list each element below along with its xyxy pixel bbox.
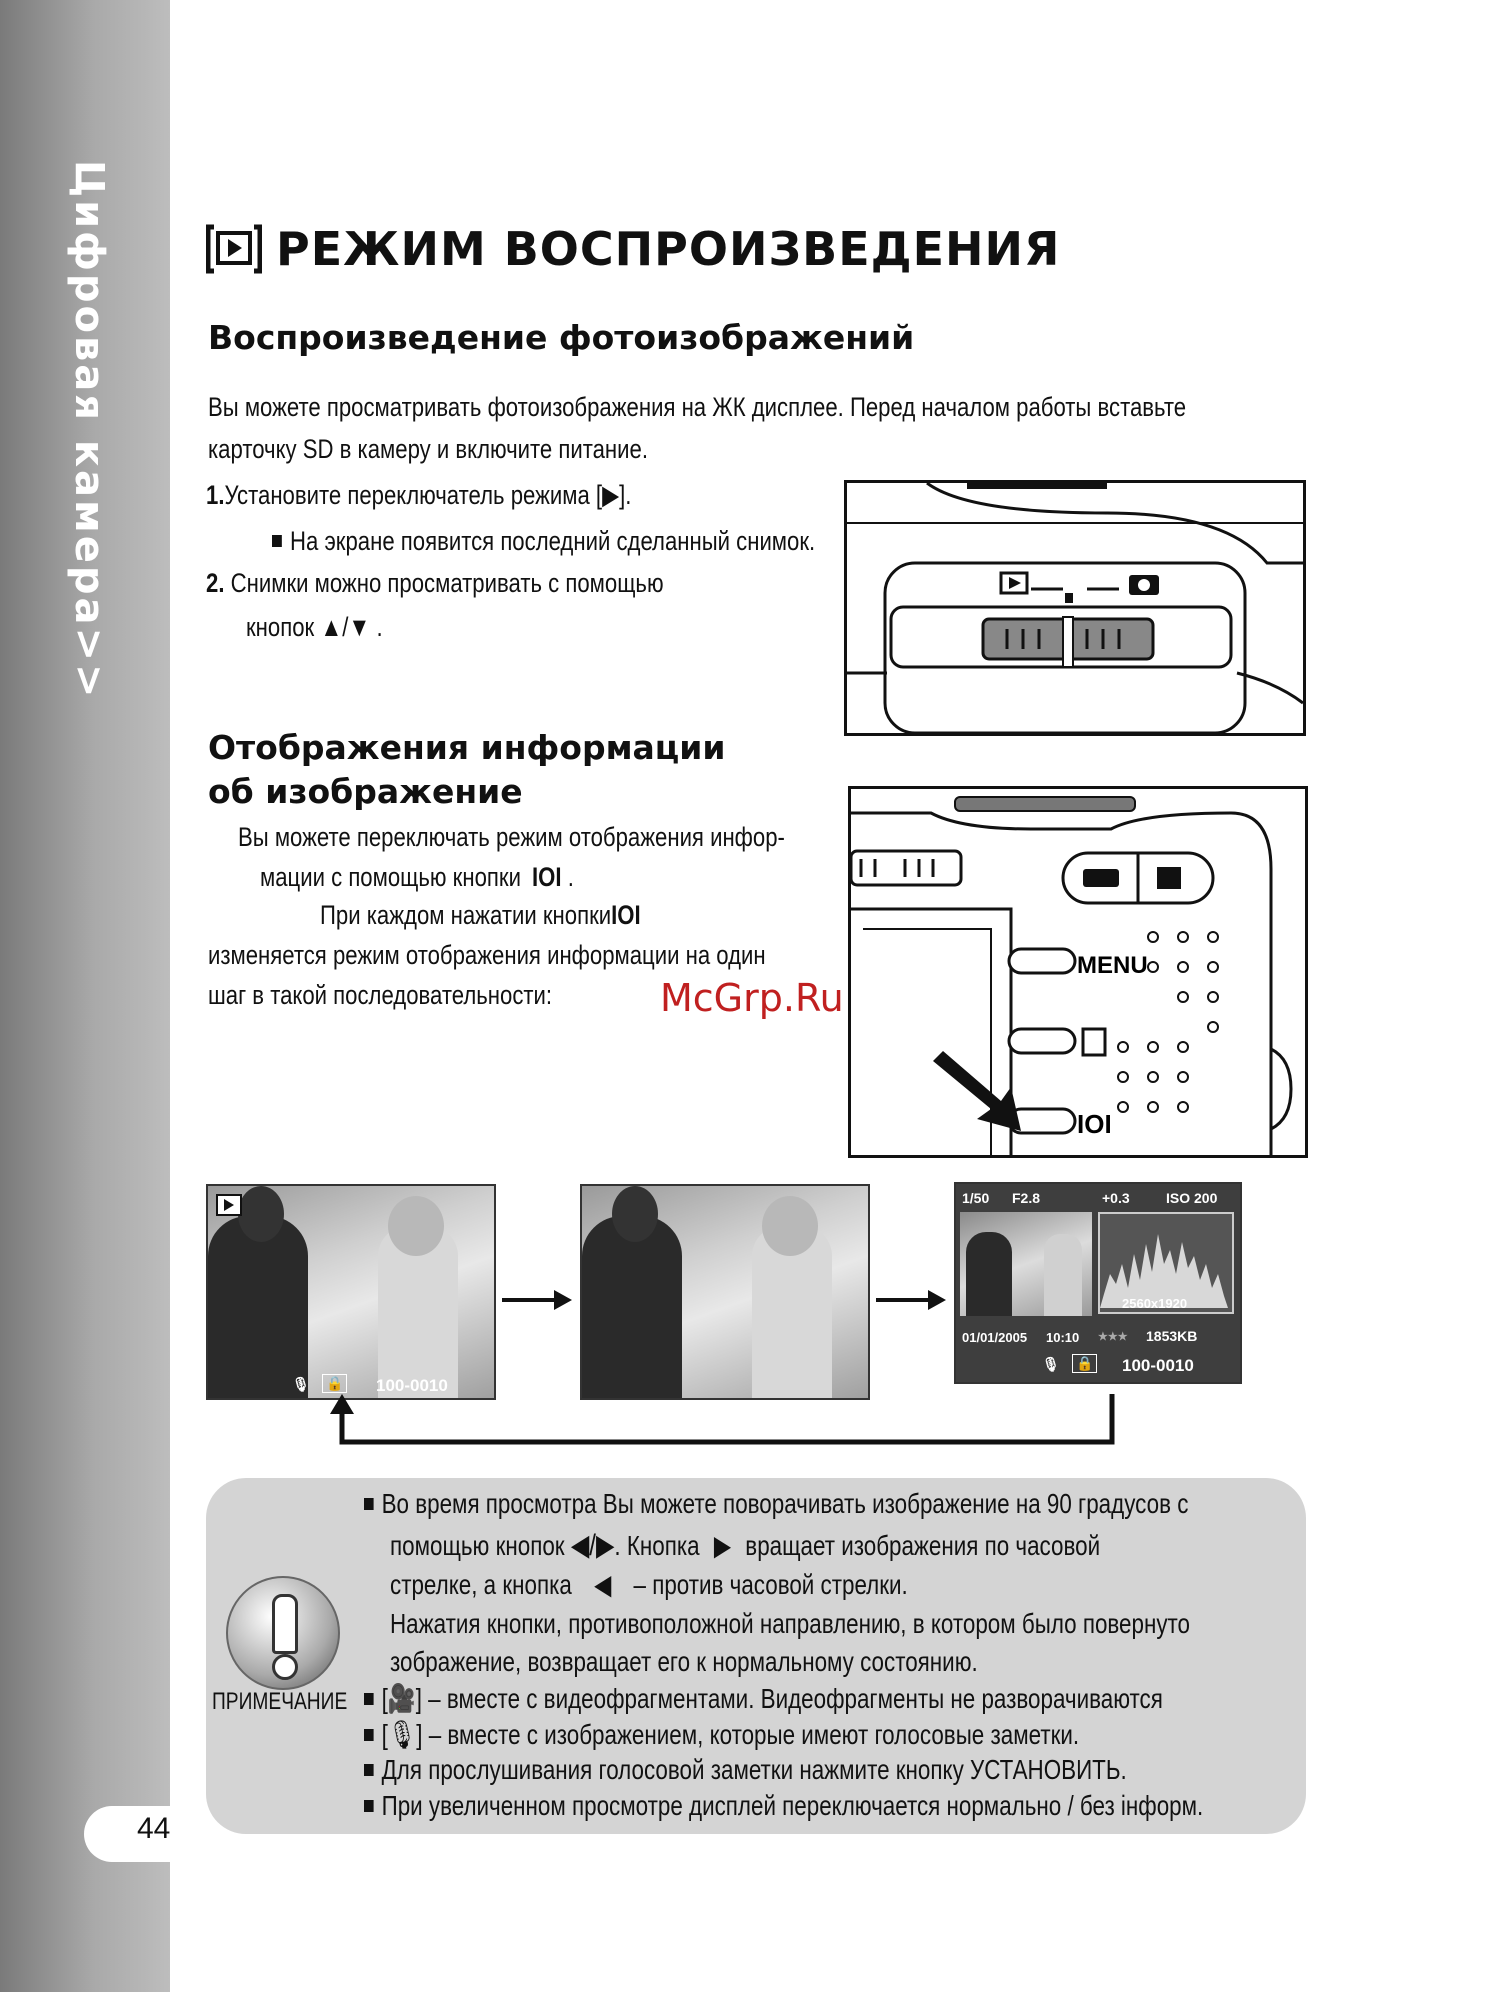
arrow-right-2 [876, 1288, 946, 1317]
camera-back-illustration [848, 786, 1308, 1158]
section1-heading: Воспроизведение фотоизображений [208, 318, 915, 357]
note-b1-line3: стрелке, а кнопка ◀ – против часовой стрелки. [390, 1569, 908, 1600]
note-b1-line5: зображение, возвращает его к нормальному состоянию. [390, 1646, 978, 1677]
note-b2: [🎥] – вместе с видеофрагментами. Видеофрагменты не разворачиваются [364, 1682, 1163, 1715]
sidebar-title: Цифровая камера>> [66, 160, 112, 701]
s2-line4: изменяется режим отображения информации на один [208, 940, 766, 970]
thumbnail [960, 1212, 1092, 1316]
voice-icon: 🎙 [1042, 1356, 1060, 1372]
time: 10:10 [1046, 1330, 1080, 1345]
arrow-right-1 [502, 1288, 572, 1317]
lock-icon: 🔒 [322, 1374, 347, 1393]
file-number: 100-0010 [376, 1376, 448, 1395]
step2-line2: кнопок ▲/▼ . [246, 612, 383, 642]
left-right-arrows-icon: ◀/▶ [570, 1529, 615, 1562]
info-button-icon: IOI [611, 900, 641, 930]
iso: ISO 200 [1166, 1190, 1218, 1206]
screen-normal [206, 1184, 496, 1400]
svg-text:IOI: IOI [1077, 1109, 1112, 1139]
note-b4: Для прослушивания голосовой заметки нажмите кнопку УСТАНОВИТЬ. [364, 1754, 1127, 1786]
info-button-icon: IOI [532, 862, 562, 892]
note-b5: При увеличенном просмотре дисплей переключается нормально / без інформ. [364, 1790, 1203, 1822]
section2-heading-line2: об изображение [208, 772, 523, 811]
resolution: 2560x1920 [1122, 1296, 1188, 1311]
note-b1-line1: Во время просмотра Вы можете поворачивать изображение на 90 градусов с [364, 1488, 1188, 1520]
voice-memo-icon: [🎙] [381, 1719, 423, 1750]
step1-sub: На экране появится последний сделанный снимок. [272, 526, 815, 557]
note-box [206, 1478, 1306, 1834]
s2-line1: Вы можете переключать режим отображения инфор- [238, 822, 785, 852]
left-arrow-icon: ◀ [594, 1569, 612, 1600]
right-arrow-icon: ▶ [713, 1530, 732, 1561]
mode-switch-illustration [844, 480, 1306, 736]
page-title: РЕЖИМ ВОСПРОИЗВЕДЕНИЯ [206, 222, 1060, 276]
watermark: McGrp.Ru [660, 976, 844, 1020]
screen-full-info [954, 1182, 1242, 1384]
warning-icon [226, 1576, 340, 1690]
menu-label: MENU [1077, 952, 1148, 979]
shutter: 1/50 [962, 1190, 990, 1206]
exposure: +0.3 [1102, 1190, 1130, 1206]
play-icon [216, 1194, 242, 1216]
play-mode-icon [206, 223, 262, 275]
lock-icon: 🔒 [1072, 1354, 1097, 1373]
screen-no-info [580, 1184, 870, 1400]
size: 1853KB [1146, 1328, 1198, 1344]
step1: 1.Установите переключатель режима [▶]. [206, 480, 632, 510]
s2-line5: шаг в такой последовательности: [208, 980, 553, 1010]
aperture: F2.8 [1012, 1190, 1041, 1206]
date: 01/01/2005 [962, 1330, 1028, 1345]
note-b1-line2: помощью кнопок ◀/▶. Кнопка ▶ вращает изображения по часовой [390, 1529, 1101, 1562]
s2-line2: мации с помощью кнопки IOI . [260, 862, 574, 892]
step2-line1: 2. Снимки можно просматривать с помощью [206, 568, 664, 598]
sidebar [0, 0, 170, 1992]
file-number: 100-0010 [1122, 1356, 1194, 1375]
intro-line1: Вы можете просматривать фотоизображения на ЖК дисплее. Перед началом работы вставьте [208, 392, 1187, 422]
page-number: 44 [137, 1812, 171, 1845]
s2-line3: При каждом нажатии кнопкиIOI [320, 900, 641, 930]
note-b1-line4: Нажатия кнопки, противоположной направлению, в котором было повернуто [390, 1608, 1191, 1639]
note-b3: [🎙] – вместе с изображением, которые имеют голосовые заметки. [364, 1718, 1079, 1751]
voice-icon: 🎙 [292, 1376, 310, 1392]
intro-line2: карточку SD в камеру и включите питание. [208, 434, 648, 464]
quality: ★★★ [1098, 1331, 1128, 1343]
video-icon: [🎥] [381, 1683, 422, 1714]
note-label: ПРИМЕЧАНИЕ [212, 1688, 348, 1715]
return-arrow [318, 1394, 1124, 1455]
section2-heading-line1: Отображения информации [208, 728, 726, 767]
